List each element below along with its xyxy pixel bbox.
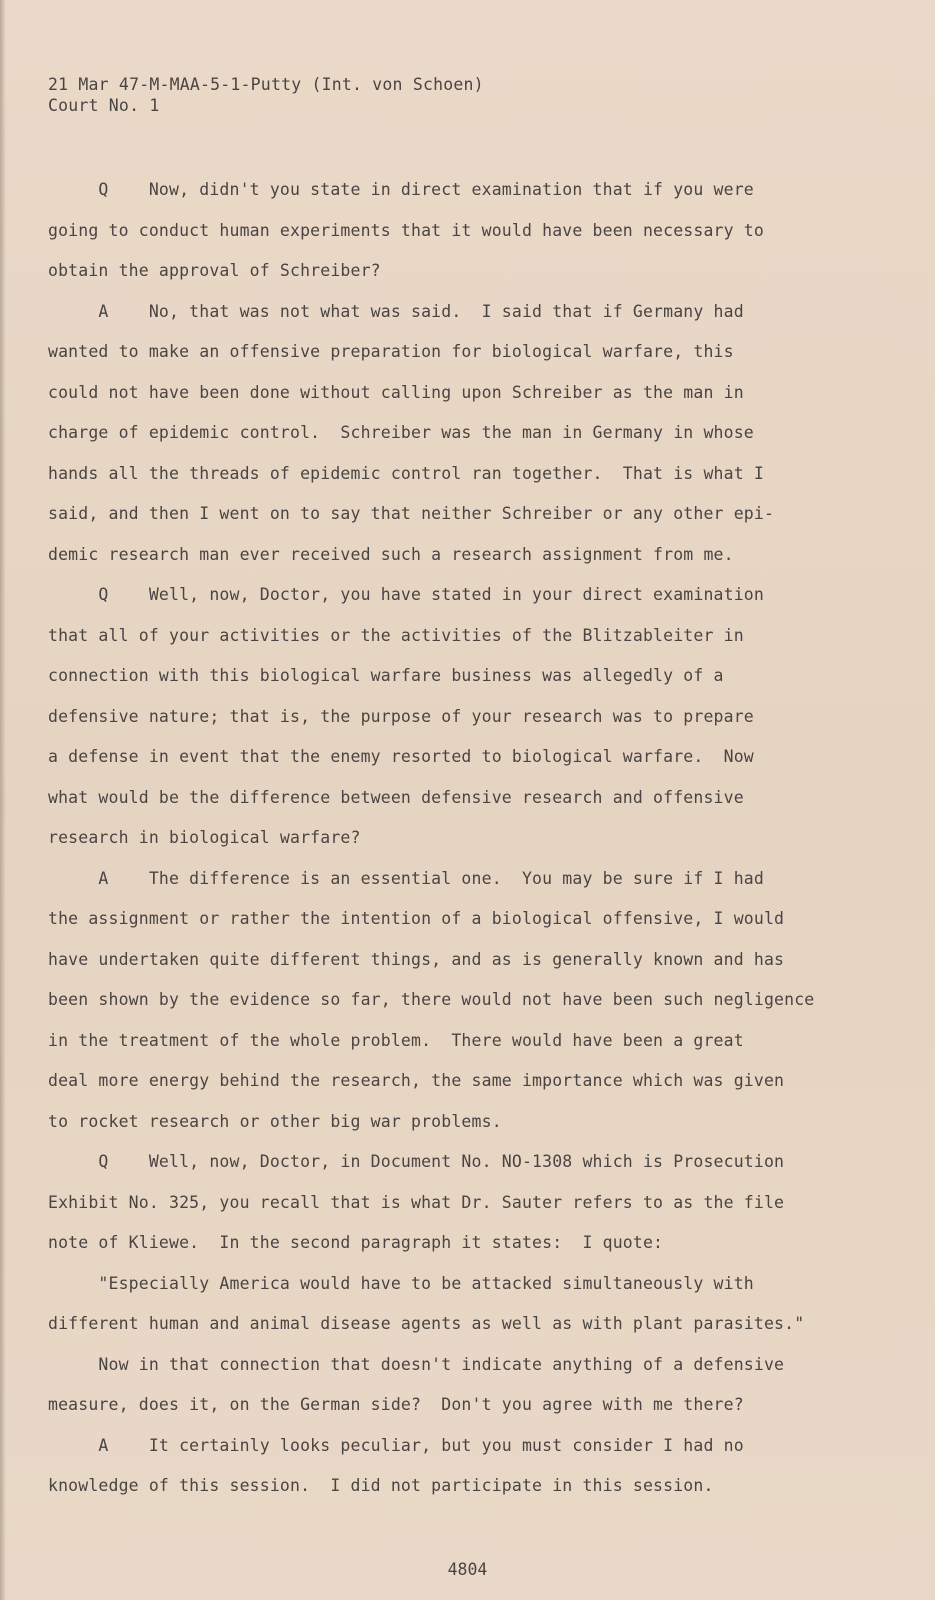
transcript-line: "Especially America would have to be attacked simultaneously with xyxy=(48,1273,754,1293)
transcript-line: in the treatment of the whole problem. There would have been a great xyxy=(48,1030,744,1050)
header-session-line: 21 Mar 47-M-MAA-5-1-Putty (Int. von Schoen) xyxy=(48,75,484,94)
transcript-line: Exhibit No. 325, you recall that is what Dr. Sauter refers to as the file xyxy=(48,1192,785,1212)
transcript-body xyxy=(48,170,888,1507)
transcript-line: Q Well, now, Doctor, you have stated in your direct examination xyxy=(48,585,764,604)
document-header xyxy=(48,74,484,116)
transcript-line: Q Well, now, Doctor, in Document No. NO-1308 which is Prosecution xyxy=(48,1152,785,1171)
transcript-line: been shown by the evidence so far, there would not have been such negligence xyxy=(48,990,815,1009)
transcript-line: deal more energy behind the research, the same importance which was given xyxy=(48,1071,785,1090)
transcript-line: to rocket research or other big war problems. xyxy=(48,1111,502,1131)
transcript-line: note of Kliewe. In the second paragraph it states: I quote: xyxy=(48,1233,664,1252)
transcript-line: that all of your activities or the activities of the Blitzableiter in xyxy=(48,625,744,645)
page-edge-shadow xyxy=(0,0,6,1600)
transcript-line: have undertaken quite different things, and as is generally known and has xyxy=(48,949,785,969)
transcript-line: charge of epidemic control. Schreiber was the man in Germany in whose xyxy=(48,423,754,442)
transcript-line: connection with this biological warfare business was allegedly of a xyxy=(48,666,724,685)
header-court-line: Court No. 1 xyxy=(48,96,160,115)
transcript-line: could not have been done without calling upon Schreiber as the man in xyxy=(48,382,744,402)
transcript-line: a defense in event that the enemy resorted to biological warfare. Now xyxy=(48,747,754,766)
transcript-line: demic research man ever received such a research assignment from me. xyxy=(48,544,734,564)
transcript-line: defensive nature; that is, the purpose of your research was to prepare xyxy=(48,706,754,726)
transcript-line: going to conduct human experiments that it would have been necessary to xyxy=(48,220,764,240)
transcript-line: A No, that was not what was said. I said that if Germany had xyxy=(48,301,744,321)
transcript-line: what would be the difference between defensive research and offensive xyxy=(48,787,744,807)
transcript-line: said, and then I went on to say that neither Schreiber or any other epi- xyxy=(48,504,775,523)
transcript-line: research in biological warfare? xyxy=(48,828,361,847)
transcript-line: knowledge of this session. I did not participate in this session. xyxy=(48,1476,714,1495)
transcript-line: A It certainly looks peculiar, but you must consider I had no xyxy=(48,1435,744,1455)
transcript-line: A The difference is an essential one. You may be sure if I had xyxy=(48,868,764,888)
transcript-line: wanted to make an offensive preparation for biological warfare, this xyxy=(48,342,734,361)
transcript-line: hands all the threads of epidemic control ran together. That is what I xyxy=(48,463,764,483)
transcript-line: measure, does it, on the German side? Don't you agree with me there? xyxy=(48,1395,744,1414)
transcript-line: obtain the approval of Schreiber? xyxy=(48,261,381,280)
transcript-line: the assignment or rather the intention of a biological offensive, I would xyxy=(48,909,785,928)
page-number: 4804 xyxy=(447,1560,488,1579)
transcript-line: Q Now, didn't you state in direct examination that if you were xyxy=(48,180,754,199)
transcript-line: different human and animal disease agents as well as with plant parasites." xyxy=(48,1314,805,1333)
transcript-line: Now in that connection that doesn't indicate anything of a defensive xyxy=(48,1354,785,1374)
